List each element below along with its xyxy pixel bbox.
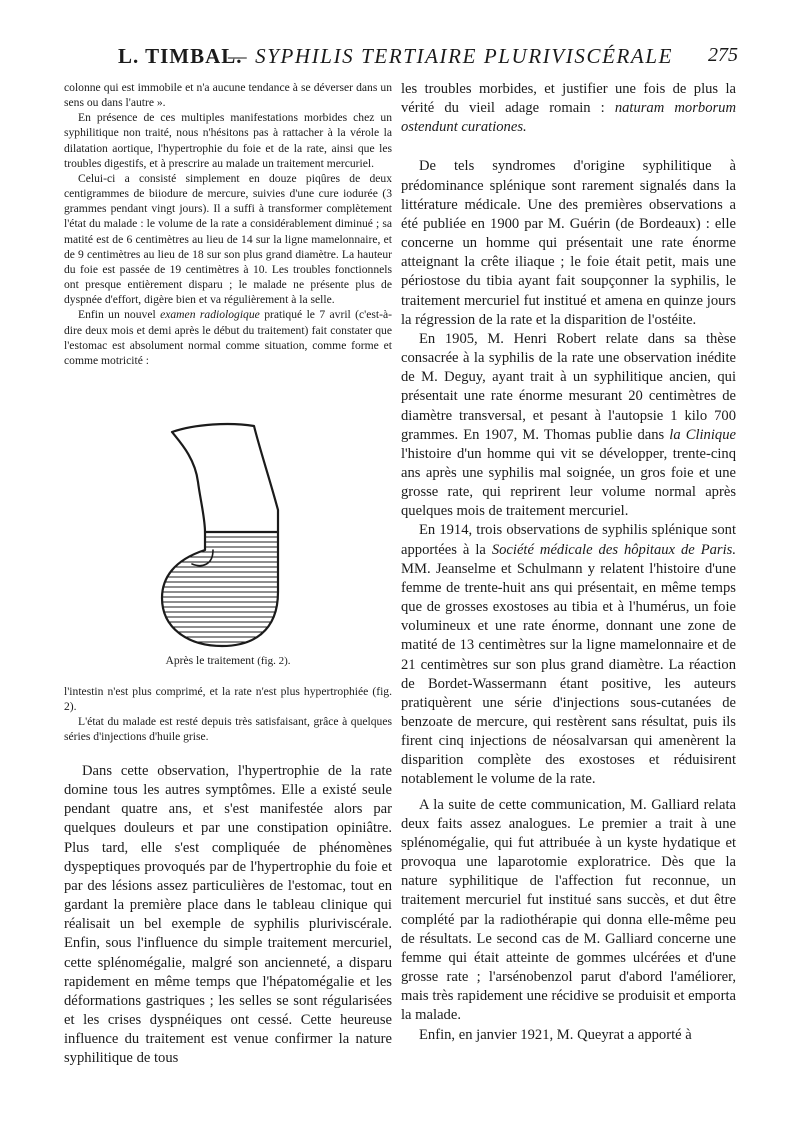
left-column-top [64,80,392,368]
figure-caption [64,654,392,667]
text-run: les troubles morbides, et justifier une fois de plus la vérité du vieil adage romain : [401,81,736,117]
caption-reference: (fig. 2). [257,655,291,667]
text-run: MM. Jeanselme et Schulmann y relatent l'histoire d'une femme de trente-huit ans qui présentait, en même temps que de grosses exostoses au tibia et à l'humérus, un foie volumineux et une rate énorme, donnant une zone de matité de 13 centimètres sur la ligne mamelonnaire et de 21 centimètres sur son plus grand diamètre. La réaction de Bordet-Wassermann étant positive, les auteurs pratiquèrent une série d'injections sous-cutanées de benzoate de mercure, qui restèrent sans résultat, puis ils firent cinq injections de néosalvarsan qui amenèrent la disparition complète des exostoses et réduisirent notablement le volume de la rate. [401,560,736,788]
paragraph [401,521,736,789]
paragraph: Enfin, en janvier 1921, M. Queyrat a apporté à [419,1026,692,1043]
caption-text: Après le traitement [165,654,255,667]
paragraph [401,330,736,522]
paragraph: De tels syndromes d'origine syphilitique à prédominance splénique sont rarement signalés dans la littérature médicale. Une des premières observations a été publiée en 1900 par M. Guérin (de Bordeaux) : elle concerne un homme qui présentait une rate énorme atteignant la crête iliaque ; le foie était petit, mais une périostose du tibia ayant fait soupçonner la syphilis, le traitement mercuriel fut institué et amena en quinze jours la régression de la rate et la disparition de l'ostéite. [401,158,736,328]
paragraph-radiology [64,307,392,368]
emphasis-text: Société médicale des hôpitaux de Paris. [491,541,736,558]
header-author: L. TIMBAL. [118,44,243,68]
page-number: 275 [708,44,738,66]
left-column-mid [64,684,392,745]
stomach-outline [162,424,278,646]
paragraph: Celui-ci a consisté simplement en douze piqûres de deux centigrammes de biiodure de mercure, suivies d'une cure iodurée (3 grammes pendant vingt jours). Il a suffi à transformer complètement l'état du malade : le volume de la rate a considérablement diminué ; sa matité est de 6 centimètres au lieu de 14 sur la ligne mamelonnaire, et de 9 centimètres au lieu de 18 sur son plus grand diamètre. La hauteur du foie est passée de 19 centimètres à 10. Les troubles fonctionnels ont presque entièrement disparu ; le malade ne présente plus de dyspnée d'effort, digère bien et va régulièrement à la selle. [64,171,392,307]
hatching [150,537,330,642]
right-column [401,80,736,1045]
left-column-bottom [64,762,392,1069]
paragraph: A la suite de cette communication, M. Galliard relata deux faits assez analogues. Le premier a trait à une splénomégalie, qui fut attribuée à un kyste hydatique et provoqua une laparotomie exploratrice. Dès que la nature syphilitique de l'affection fut reconnue, un traitement mercuriel fut institué sans succès, et dut être complété par la radiothérapie qui donna elle-même peu de résultats. Le second cas de M. Galliard concerne une femme qui était atteinte de gommes ulcérées et d'une grosse rate ; l'arsénobenzol parut d'abord l'améliorer, mais très rapidement une récidive se produisit et emporta la malade. [401,796,736,1024]
text-run: Enfin un nouvel [78,308,161,322]
paragraph: Dans cette observation, l'hypertrophie de la rate domine tous les autres symptômes. Elle a existé seule pendant quatre ans, et s'est manifestée alors par quelques douleurs et par une constipation opiniâtre. Plus tard, elle s'est compliquée de phénomènes dyspeptiques provoqués par de l'hypertrophie du foie et par des lésions assez particulières de l'estomac, tout en gardant la première place dans le tableau clinique qui réalisait un bel exemple de syphilis pluriviscérale. Enfin, sous l'influence du simple traitement mercuriel, cette splénomégalie, malgré son ancienneté, a disparu rapidement en même temps que l'hépatomégalie et les déformations gastriques ; les selles se sont régularisées et les crises dyspnéiques ont cessé. Cette heureuse influence du traitement est venue confirmer la nature syphilitique de tous [64,763,392,1067]
text-run: pratiqué le 7 avril (c'est-à-dire deux mois et demi après le début du traitement) fait constater que l'estomac est absolument normal comme situation, comme forme et comme motricité : [64,308,392,367]
paragraph: En présence de ces multiples manifestations morbides chez un syphilitique non traité, nous n'hésitons pas à rattacher à la vérole la dilatation aortique, l'hypertrophie du foie et de la rate, ainsi que les troubles digestifs, et à prescrire au malade un traitement mercuriel. [64,111,392,170]
paragraph: l'intestin n'est plus comprimé, et la rate n'est plus hypertrophiée (fig. 2). [64,685,392,714]
running-header [118,44,738,78]
paragraph-intro [401,80,736,137]
emphasis-text: examen radiologique [160,308,260,322]
emphasis-text: la Clinique [669,426,736,443]
header-title: — SYPHILIS TERTIAIRE PLURIVISCÉRALE [228,44,674,68]
paragraph: L'état du malade est resté depuis très satisfaisant, grâce à quelques séries d'injections d'huile grise. [64,715,392,744]
text-run: En 1914, trois observations de syphilis splénique sont apportées à la [401,522,736,558]
text-run: l'histoire d'un homme qui vit se développer, trente-cinq ans après une syphilis mal soignée, un gros foie et une grosse rate, qui reprirent leur volume normal après quelques mois de traitement mercuriel. [401,445,736,520]
emphasis-text: naturam morborum ostendunt curationes. [401,100,737,136]
stomach-figure [150,410,330,650]
text-run: En 1905, M. Henri Robert relate dans sa thèse consacrée à la syphilis de la rate une observation inédite de M. Deguy, ayant trait à un syphilitique ancien, qui présentait une rate énorme mesurant 20 centimètres de diamètre transversal, et pesant à l'autopsie 1 kilo 700 grammes. En 1907, M. Thomas publie dans [401,330,736,443]
paragraph: colonne qui est immobile et n'a aucune tendance à se déverser dans un sens ou dans l'autre ». [64,81,392,110]
